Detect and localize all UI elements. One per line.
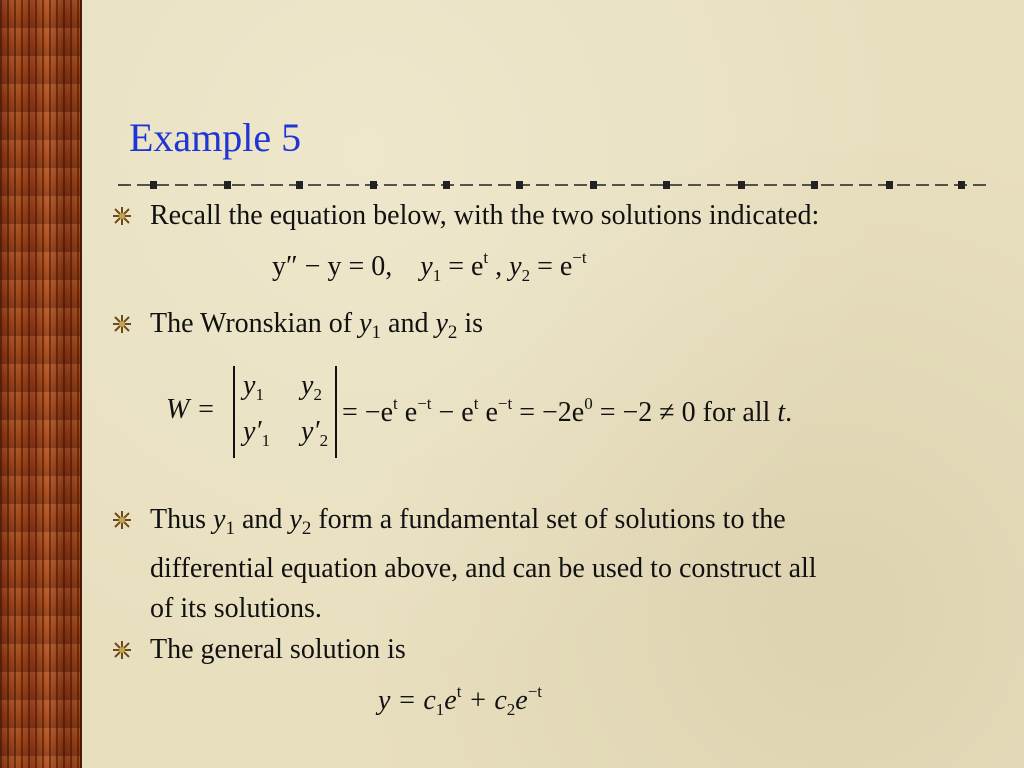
det-cell-11: $y_1$ <box>243 370 264 404</box>
bullet-star-icon <box>112 314 132 334</box>
wood-border <box>0 0 82 768</box>
bullet-star-icon <box>112 510 132 530</box>
bullet-1-text: Recall the equation below, with the two solutions indicated: <box>150 200 820 231</box>
bullet-star-icon <box>112 640 132 660</box>
equation-de: y″ − y = 0, $y_1 = e^t$ , $y_2 = e^{-t}$ <box>272 248 587 285</box>
det-cell-21: $y'_1$ <box>243 416 271 450</box>
slide-title: Example 5 <box>129 115 302 160</box>
det-cell-12: $y_2$ <box>301 370 322 404</box>
bullet-2-text: The Wronskian of $y_1$ and $y_2$ is <box>150 308 484 343</box>
bullet-3-text: Thus $y_1$ and $y_2$ form a fundamental set of solutions to the differential equation above, and can be used to construct all of its solutions. <box>150 504 817 624</box>
det-cell-22: $y'_2$ <box>301 416 329 450</box>
general-solution: $y = c_1e^t + c_2e^{-t}$ <box>378 682 542 719</box>
bullet-4-text: The general solution is <box>150 634 406 665</box>
wronskian-determinant <box>233 366 337 458</box>
dashed-divider <box>118 178 990 192</box>
wronskian-rhs: = $-e^t$ $e^{-t} - e^t$ $e^{-t} = -2e^0 = -2 \ne 0$ for all t. <box>342 394 793 428</box>
bullet-star-icon <box>112 206 132 226</box>
wronskian-W: W = <box>166 394 216 425</box>
